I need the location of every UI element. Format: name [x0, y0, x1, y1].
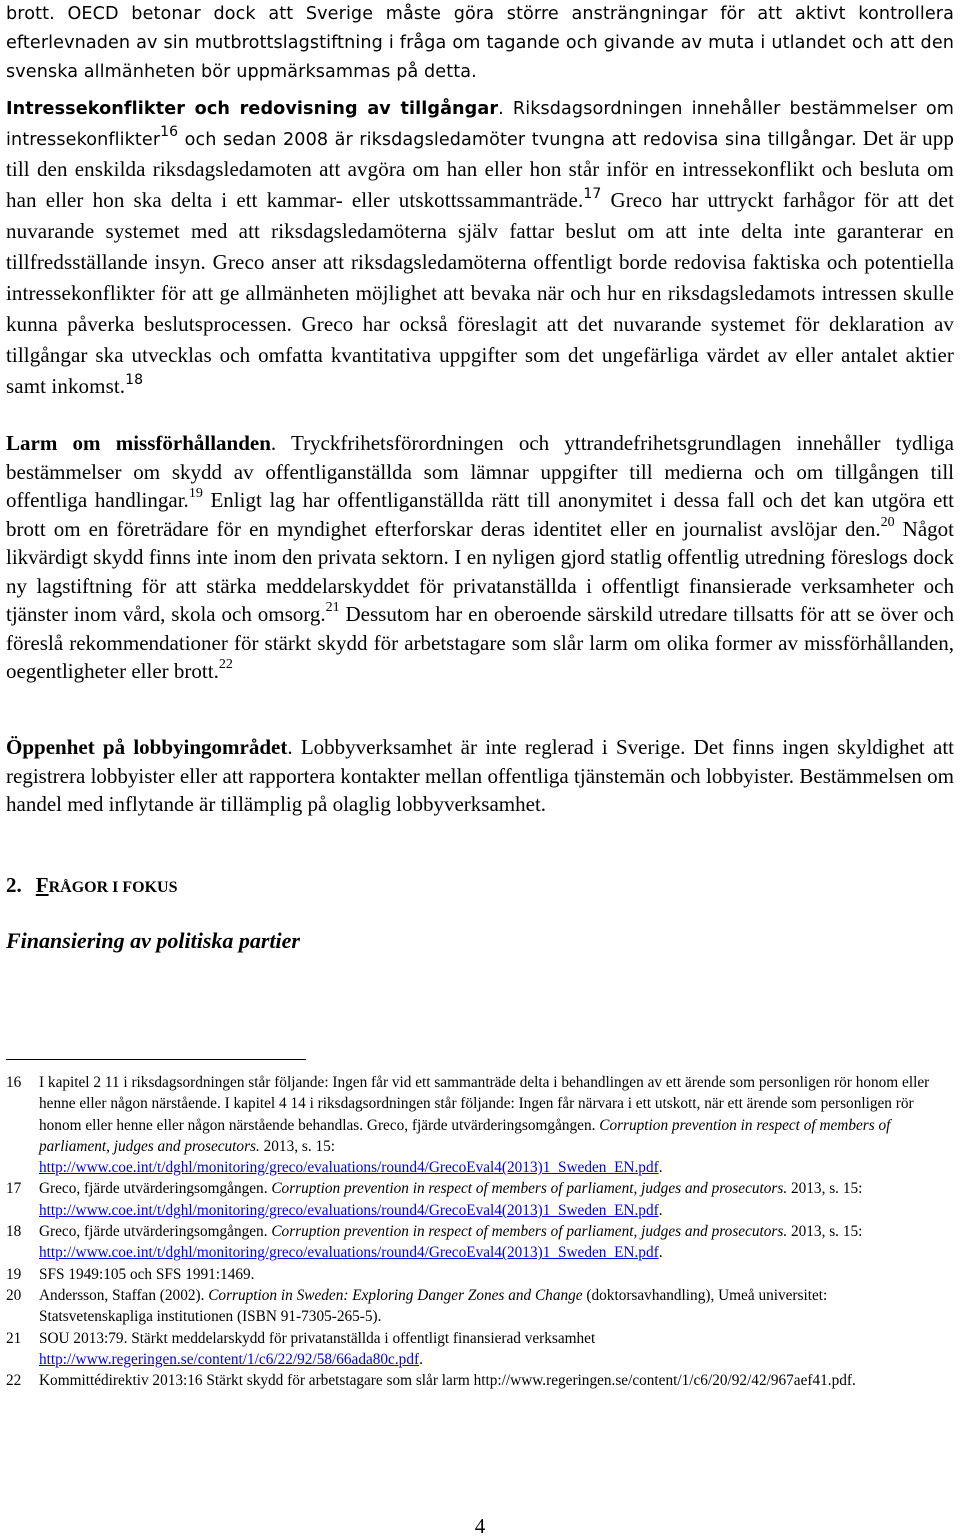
- footnote-number: 21: [6, 1329, 22, 1347]
- footnote-separator: [6, 1059, 306, 1060]
- larm-text-a: . Tryckfrihetsförordningen och yttrandefrihetsgrundlagen innehåller tydliga bestämmelser om skydd av offentliganställda som lämnar uppgifter till medierna och om tillgången till offentliga handlingar.: [6, 431, 954, 512]
- footnotes: [6, 1072, 954, 1391]
- footnote-title-italic: Corruption in Sweden: Exploring Danger Zones and Change: [208, 1286, 583, 1304]
- footnote-22: [6, 1370, 954, 1391]
- footnote-end: .: [851, 1372, 856, 1390]
- footnote-title-italic: Corruption prevention in respect of members of parliament, judges and prosecutors.: [271, 1223, 788, 1241]
- footnote-link[interactable]: http://www.coe.int/t/dghl/monitoring/greco/evaluations/round4/GrecoEval4(2013)1_Sweden_EN.pdf: [39, 1201, 659, 1219]
- intressen-text-d: Greco har uttryckt farhågor för att det nuvarande systemet med att riksdagsledamöterna själv fattar beslut om att inte delta inte garanterar en tillfredsställande insyn. Greco anser att riksdagsledamöterna offentligt borde redovisa faktiska och potentiella intressekonflikter för att ge allmänheten möjlighet att bevaka när och hur en riksdagsledamots intressen skulle kunna påverka beslutsprocessen. Greco har också föreslagit att det nuvarande systemet för deklaration av tillgångar ska utvecklas och omfatta kvantitativa uppgifter som det ungefärliga värdet av eller antalet aktier samt inkomst.: [6, 188, 955, 398]
- footnote-ref-19[interactable]: 19: [188, 486, 203, 501]
- footnote-text: [39, 1221, 954, 1264]
- footnote-url[interactable]: http://www.regeringen.se/content/1/c6/20/92/42/967aef41.pdf: [473, 1372, 852, 1390]
- paragraph-lobby: [6, 733, 954, 819]
- footnote-link[interactable]: http://www.coe.int/t/dghl/monitoring/greco/evaluations/round4/GrecoEval4(2013)1_Sweden_EN.pdf: [39, 1244, 659, 1262]
- footnote-ref-20[interactable]: 20: [880, 514, 895, 530]
- footnote-16: [6, 1072, 954, 1178]
- heading-rest: RÅGOR I FOKUS: [48, 879, 178, 896]
- larm-text-c: Något likvärdigt skydd finns inte inom den privata sektorn. I en nyligen gjord statlig offentlig utredning föreslogs dock ny lagstiftning för att stärka meddelarskyddet för privatanställda i offentligt finansierade verksamheter och tjänster inom vård, skola och omsorg.: [6, 516, 955, 626]
- section-heading-lobby: Öppenhet på lobbyingområdet: [6, 735, 288, 759]
- footnote-number: 20: [6, 1286, 22, 1304]
- footnote-number: 19: [6, 1265, 22, 1283]
- intro-text: brott. OECD betonar dock att Sverige måste göra större ansträngningar för att aktivt kontrollera efterlevnaden av sin mutbrottslagstiftning i fråga om tagande och givande av muta i utlandet och att den svenska allmänheten bör uppmärksammas på detta.: [6, 4, 954, 82]
- section-heading-larm: Larm om missförhållanden: [6, 431, 271, 455]
- footnote-number: 16: [6, 1074, 22, 1091]
- intro-paragraph: [6, 0, 954, 87]
- footnote-link[interactable]: http://www.coe.int/t/dghl/monitoring/greco/evaluations/round4/GrecoEval4(2013)1_Sweden_EN.pdf: [39, 1159, 659, 1177]
- footnote-ref-21[interactable]: 21: [325, 600, 340, 615]
- footnote-body: Kommittédirektiv 2013:16 Stärkt skydd för arbetstagare som slår larm: [39, 1372, 474, 1390]
- footnote-body: I kapitel 2 11 i riksdagsordningen står följande: Ingen får vid ett sammanträde delta i behandlingen av ett ärende som personligen rör honom eller henne eller någon närstående. I kapitel 4 14 i riksdagsordningen står följande: Ingen får närvara i ett utskott, när ett ärende som personligen rör honom eller henne eller någon närstående behandlas. Greco, fjärde utvärderingsomgången.: [39, 1074, 930, 1134]
- paragraph-intressekonflikter: [6, 95, 954, 403]
- section-heading-fragor-i-fokus: [6, 873, 177, 898]
- footnote-title-italic: Corruption prevention in respect of members of parliament, judges and prosecutors.: [271, 1180, 788, 1198]
- footnote-end: .: [658, 1159, 663, 1177]
- footnote-text: [39, 1072, 954, 1178]
- footnote-body: Greco, fjärde utvärderingsomgången.: [39, 1180, 272, 1198]
- footnote-number: 17: [6, 1180, 22, 1198]
- footnote-title-italic: Corruption prevention in respect of members of parliament, judges and prosecutors.: [39, 1116, 891, 1155]
- lobby-text: . Lobbyverksamhet är inte reglerad i Sverige. Det finns ingen skyldighet att registrera lobbyister eller att rapportera kontakter mellan offentliga tjänstemän och lobbyister. Bestämmelsen om handel med inflytande är tillämplig på olaglig lobbyverksamhet.: [6, 735, 954, 816]
- heading-first-letter: F: [35, 873, 49, 897]
- footnote-17: [6, 1178, 954, 1221]
- footnote-after: (doktorsavhandling), Umeå universitet: Statsvetenskapliga institutionen (ISBN 91-7305-265-5).: [39, 1286, 828, 1326]
- intressen-text-c: Det är upp till den enskilda riksdagsledamoten att avgöra om han eller hon står inför en intressekonflikt och besluta om han eller hon ska delta i ett kammar- eller utskottssammanträde.: [6, 126, 954, 212]
- footnote-ref-18[interactable]: 18: [125, 372, 144, 389]
- footnote-after: 2013, s. 15:: [787, 1223, 863, 1241]
- page-number: 4: [474, 1514, 486, 1538]
- footnote-ref-17[interactable]: 17: [583, 186, 602, 203]
- subheading-finansiering: Finansiering av politiska partier: [6, 928, 300, 953]
- paragraph-larm: [6, 429, 954, 686]
- footnote-end: .: [658, 1201, 663, 1219]
- larm-text-d: Dessutom har en oberoende särskild utredare tillsatts för att se över och föreslå rekommendationer för stärkt skydd för arbetstagare som slår larm om olika former av missförhållanden, oegentligheter eller brott.: [6, 602, 954, 683]
- footnote-text: [39, 1285, 954, 1328]
- footnote-ref-16[interactable]: 16: [160, 124, 179, 141]
- footnote-21: [6, 1328, 954, 1371]
- footnote-text: [39, 1328, 954, 1371]
- larm-text-b: Enligt lag har offentliganställda rätt till anonymitet i dessa fall och det kan utgöra ett brott om en företrädare för en myndighet efterforskar deras identitet eller en journalist avslöjar den.: [6, 488, 954, 541]
- footnote-text: [39, 1370, 954, 1391]
- footnote-text: SFS 1949:105 och SFS 1991:1469.: [39, 1265, 255, 1283]
- intressen-text-b: och sedan 2008 är riksdagsledamöter tvungna att redovisa sina tillgångar.: [178, 130, 857, 150]
- footnote-text: [39, 1178, 954, 1221]
- footnote-19: [6, 1264, 954, 1285]
- footnote-after: 2013, s. 15:: [787, 1180, 863, 1198]
- intressen-text-a: . Riksdagsordningen innehåller bestämmelser om intressekonflikter: [6, 99, 954, 150]
- footnote-end: .: [419, 1350, 423, 1368]
- footnote-ref-22[interactable]: 22: [218, 657, 233, 672]
- footnote-18: [6, 1221, 954, 1264]
- footnote-after: 2013, s. 15:: [259, 1137, 336, 1155]
- footnote-body: Andersson, Staffan (2002).: [39, 1286, 209, 1304]
- footnote-body: SOU 2013:79. Stärkt meddelarskydd för privatanställda i offentligt finansierad verksamhet: [39, 1329, 596, 1347]
- section-heading-intressekonflikter: Intressekonflikter och redovisning av tillgångar: [6, 99, 499, 119]
- footnote-body: Greco, fjärde utvärderingsomgången.: [39, 1223, 272, 1241]
- footnote-number: 18: [6, 1223, 22, 1241]
- footnote-number: 22: [6, 1372, 22, 1390]
- footnote-20: [6, 1285, 954, 1328]
- footnote-end: .: [658, 1244, 663, 1262]
- footnote-link[interactable]: http://www.regeringen.se/content/1/c6/22/92/58/66ada80c.pdf: [39, 1350, 420, 1368]
- section-number: 2.: [6, 873, 22, 897]
